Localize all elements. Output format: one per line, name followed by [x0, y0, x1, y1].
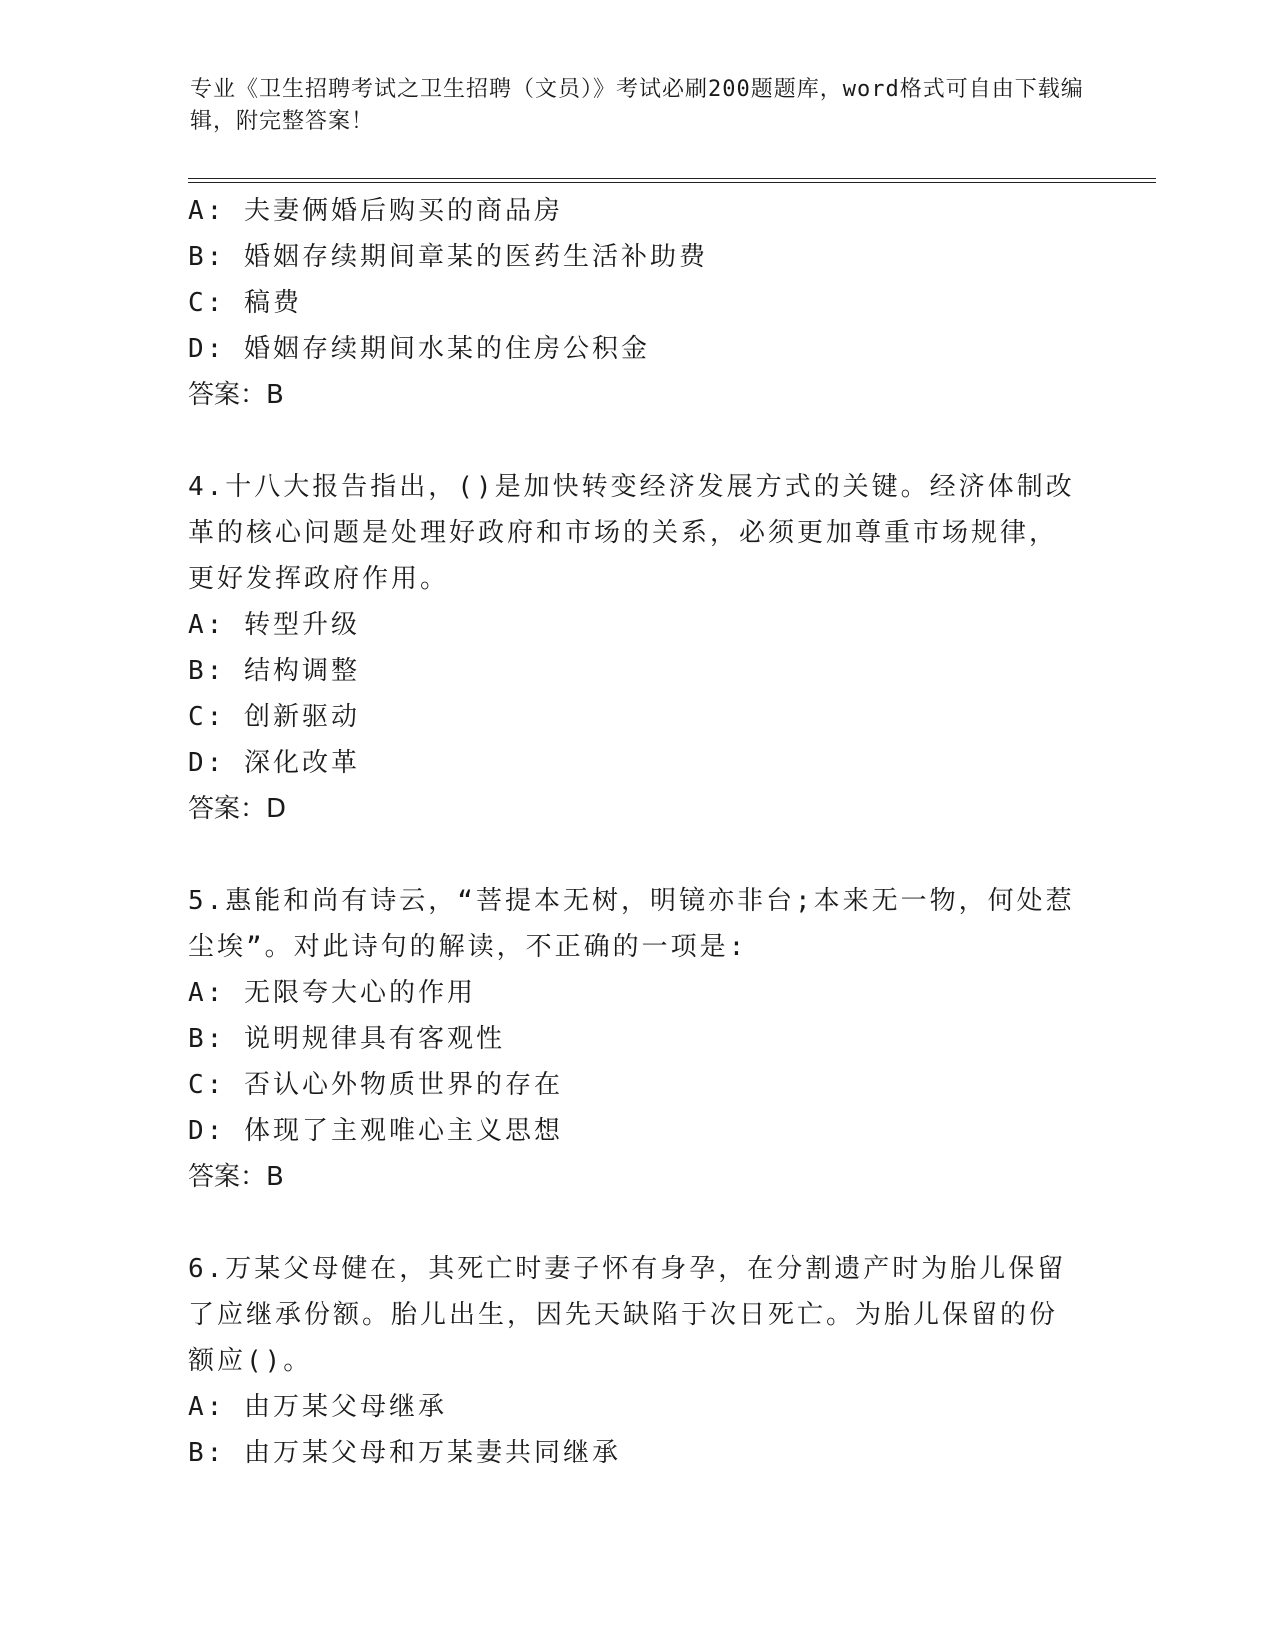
option-label: C:: [188, 1070, 226, 1100]
question-text-line: 了应继承份额。胎儿出生，因先天缺陷于次日死亡。为胎儿保留的份: [188, 1300, 1059, 1330]
option-label: B:: [188, 242, 226, 272]
option-a: [188, 970, 1088, 1016]
option-d: [188, 326, 1088, 372]
option-text: 由万某父母继承: [243, 1392, 447, 1422]
spacer: [188, 832, 1088, 878]
option-a: [188, 1384, 1088, 1430]
option-text: 转型升级: [243, 610, 360, 640]
question-4: [188, 464, 1088, 832]
spacer: [188, 1200, 1088, 1246]
option-text: 结构调整: [243, 656, 360, 686]
question-text-line: 革的核心问题是处理好政府和市场的关系，必须更加尊重市场规律，: [188, 518, 1059, 548]
option-text: 夫妻俩婚后购买的商品房: [243, 196, 563, 226]
option-b: [188, 648, 1088, 694]
option-text: 说明规律具有客观性: [243, 1024, 505, 1054]
option-label: D:: [188, 748, 226, 778]
document-header: 专业《卫生招聘考试之卫生招聘（文员）》考试必刷200题题库，word格式可自由下载编辑，附完整答案！: [190, 77, 1084, 134]
option-label: D:: [188, 1116, 226, 1146]
question-text-line: 6.万某父母健在，其死亡时妻子怀有身孕，在分割遗产时为胎儿保留: [188, 1254, 1067, 1284]
option-text: 体现了主观唯心主义思想: [243, 1116, 563, 1146]
question-5: [188, 878, 1088, 1200]
spacer: [188, 418, 1088, 464]
question-text-line: 更好发挥政府作用。: [188, 564, 450, 594]
question-text-line: 4.十八大报告指出，()是加快转变经济发展方式的关键。经济体制改: [188, 472, 1075, 502]
option-label: C:: [188, 702, 226, 732]
question-3-options: [188, 188, 1088, 418]
option-text: 创新驱动: [243, 702, 360, 732]
option-c: [188, 280, 1088, 326]
option-text: 由万某父母和万某妻共同继承: [243, 1438, 621, 1468]
option-label: D:: [188, 334, 226, 364]
option-text: 深化改革: [243, 748, 360, 778]
option-c: [188, 694, 1088, 740]
question-text-line: 额应()。: [188, 1346, 313, 1376]
question-text-line: 5.惠能和尚有诗云，“菩提本无树，明镜亦非台;本来无一物，何处惹: [188, 886, 1075, 916]
answer-line: 答案：B: [188, 1162, 284, 1192]
option-label: B:: [188, 656, 226, 686]
question-content: [188, 188, 1088, 1476]
option-text: 婚姻存续期间章某的医药生活补助费: [243, 242, 708, 272]
option-text: 否认心外物质世界的存在: [243, 1070, 563, 1100]
option-a: [188, 602, 1088, 648]
option-label: A:: [188, 610, 226, 640]
option-b: [188, 1016, 1088, 1062]
option-label: C:: [188, 288, 226, 318]
option-b: [188, 234, 1088, 280]
option-label: B:: [188, 1438, 226, 1468]
answer-line: 答案：B: [188, 380, 284, 410]
option-text: 稿费: [243, 288, 302, 318]
option-d: [188, 1108, 1088, 1154]
question-6: [188, 1246, 1088, 1476]
option-a: [188, 188, 1088, 234]
option-text: 无限夸大心的作用: [243, 978, 476, 1008]
option-d: [188, 740, 1088, 786]
option-b: [188, 1430, 1088, 1476]
option-label: B:: [188, 1024, 226, 1054]
option-text: 婚姻存续期间水某的住房公积金: [243, 334, 650, 364]
option-label: A:: [188, 978, 226, 1008]
answer-line: 答案：D: [188, 794, 287, 824]
option-label: A:: [188, 1392, 226, 1422]
header-divider: [188, 178, 1156, 183]
option-c: [188, 1062, 1088, 1108]
question-text-line: 尘埃”。对此诗句的解读，不正确的一项是:: [188, 932, 748, 962]
option-label: A:: [188, 196, 226, 226]
